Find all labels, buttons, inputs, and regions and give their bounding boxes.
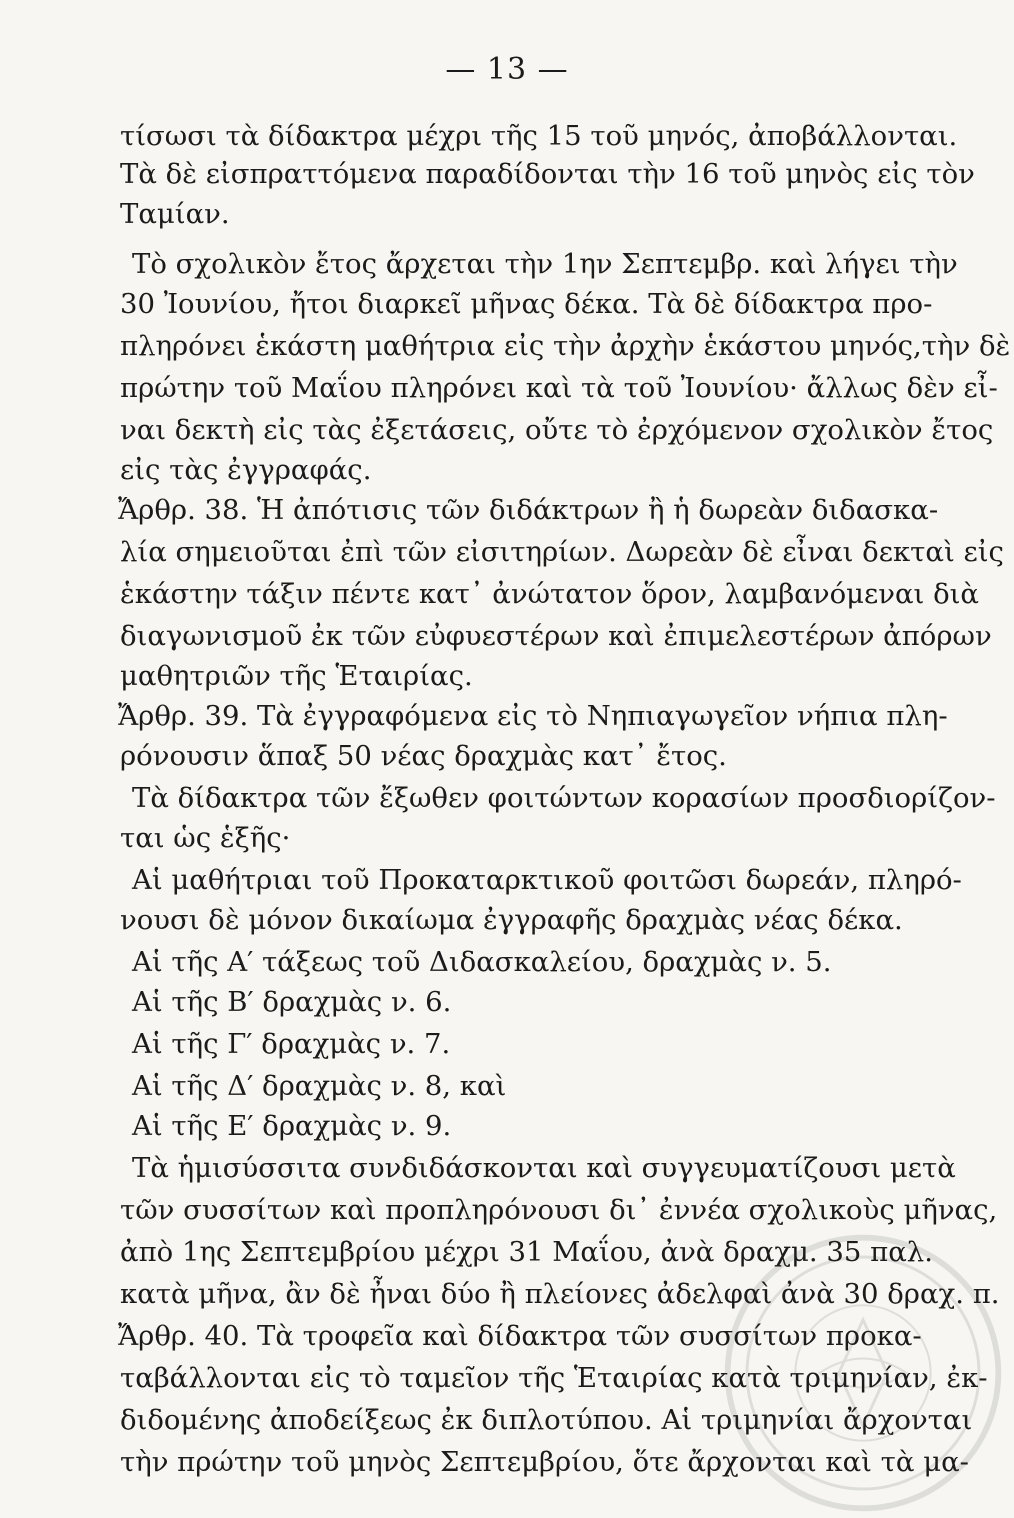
text-line: ται ὡς ἑξῆς·: [120, 822, 291, 854]
text-line: ναι δεκτὴ εἰς τὰς ἐξετάσεις, οὔτε τὸ ἐρχόμενον σχολικὸν ἔτος: [120, 414, 994, 446]
text-line: Ταμίαν.: [120, 198, 230, 230]
text-line: τίσωσι τὰ δίδακτρα μέχρι τῆς 15 τοῦ μηνός, ἀποβάλλονται.: [120, 120, 958, 152]
text-line: Αἱ μαθήτριαι τοῦ Προκαταρκτικοῦ φοιτῶσι δωρεάν, πληρό-: [132, 864, 962, 896]
text-line: νουσι δὲ μόνον δικαίωμα ἐγγραφῆς δραχμὰς νέας δέκα.: [120, 904, 903, 936]
text-line: Τὰ δίδακτρα τῶν ἔξωθεν φοιτώντων κορασίων προσδιορίζον-: [132, 782, 996, 814]
page-number: — 13 —: [445, 52, 569, 87]
list-line: Αἱ τῆς Α′ τάξεως τοῦ Διδασκαλείου, δραχμὰς ν. 5.: [132, 946, 832, 978]
text-line: διδομένης ἀποδείξεως ἐκ διπλοτύπου. Αἱ τριμηνίαι ἄρχονται: [120, 1404, 973, 1436]
text-line: 30 Ἰουνίου, ἤτοι διαρκεῖ μῆνας δέκα. Τὰ δὲ δίδακτρα προ-: [120, 288, 933, 320]
text-line: πληρόνει ἑκάστη μαθήτρια εἰς τὴν ἀρχὴν ἑκάστου μηνός,τὴν δὲ: [120, 330, 1011, 362]
article-heading-line: Ἄρθρ. 40. Τὰ τροφεῖα καὶ δίδακτρα τῶν συσσίτων προκα-: [118, 1320, 922, 1352]
article-heading-line: Ἄρθρ. 39. Τὰ ἐγγραφόμενα εἰς τὸ Νηπιαγωγεῖον νήπια πλη-: [118, 700, 948, 732]
text-line: ἑκάστην τάξιν πέντε κατ᾽ ἀνώτατον ὅρον, λαμβανόμεναι διὰ: [120, 578, 979, 610]
library-stamp-watermark: [718, 1228, 1008, 1518]
text-line: διαγωνισμοῦ ἐκ τῶν εὐφυεστέρων καὶ ἐπιμελεστέρων ἀπόρων: [120, 620, 992, 652]
text-line: Τὰ δὲ εἰσπραττόμενα παραδίδονται τὴν 16 τοῦ μηνὸς εἰς τὸν: [120, 158, 975, 190]
list-line: Αἱ τῆς Β′ δραχμὰς ν. 6.: [132, 986, 452, 1018]
text-line: Τὰ ἡμισύσσιτα συνδιδάσκονται καὶ συγγευματίζουσι μετὰ: [132, 1152, 956, 1184]
text-line: κατὰ μῆνα, ἂν δὲ ἦναι δύο ἢ πλείονες ἀδελφαὶ ἀνὰ 30 δραχ. π.: [120, 1278, 1000, 1310]
list-line: Αἱ τῆς Ε′ δραχμὰς ν. 9.: [132, 1110, 452, 1142]
text-line: λία σημειοῦται ἐπὶ τῶν εἰσιτηρίων. Δωρεὰν δὲ εἶναι δεκταὶ εἰς: [120, 536, 1004, 568]
text-line: μαθητριῶν τῆς Ἑταιρίας.: [120, 660, 473, 692]
text-line: Τὸ σχολικὸν ἔτος ἄρχεται τὴν 1ην Σεπτεμβρ. καὶ λήγει τὴν: [132, 248, 958, 280]
text-line: τῶν συσσίτων καὶ προπληρόνουσι δι᾽ ἐννέα σχολικοὺς μῆνας,: [120, 1194, 998, 1226]
list-line: Αἱ τῆς Γ′ δραχμὰς ν. 7.: [132, 1028, 451, 1060]
text-line: πρώτην τοῦ Μαΐου πληρόνει καὶ τὰ τοῦ Ἰουνίου· ἄλλως δὲν εἶ-: [120, 372, 998, 404]
list-line: Αἱ τῆς Δ′ δραχμὰς ν. 8, καὶ: [132, 1070, 507, 1102]
text-line: τὴν πρώτην τοῦ μηνὸς Σεπτεμβρίου, ὅτε ἄρχονται καὶ τὰ μα-: [120, 1446, 969, 1478]
text-line: εἰς τὰς ἐγγραφάς.: [120, 454, 372, 486]
text-line: ρόνουσιν ἅπαξ 50 νέας δραχμὰς κατ᾽ ἔτος.: [120, 740, 727, 772]
article-heading-line: Ἄρθρ. 38. Ἡ ἀπότισις τῶν διδάκτρων ἢ ἡ δωρεὰν διδασκα-: [118, 494, 939, 526]
text-line: ταβάλλονται εἰς τὸ ταμεῖον τῆς Ἑταιρίας κατὰ τριμηνίαν, ἐκ-: [120, 1362, 988, 1394]
text-line: ἀπὸ 1ης Σεπτεμβρίου μέχρι 31 Μαΐου, ἀνὰ δραχμ. 35 παλ.: [120, 1236, 933, 1268]
